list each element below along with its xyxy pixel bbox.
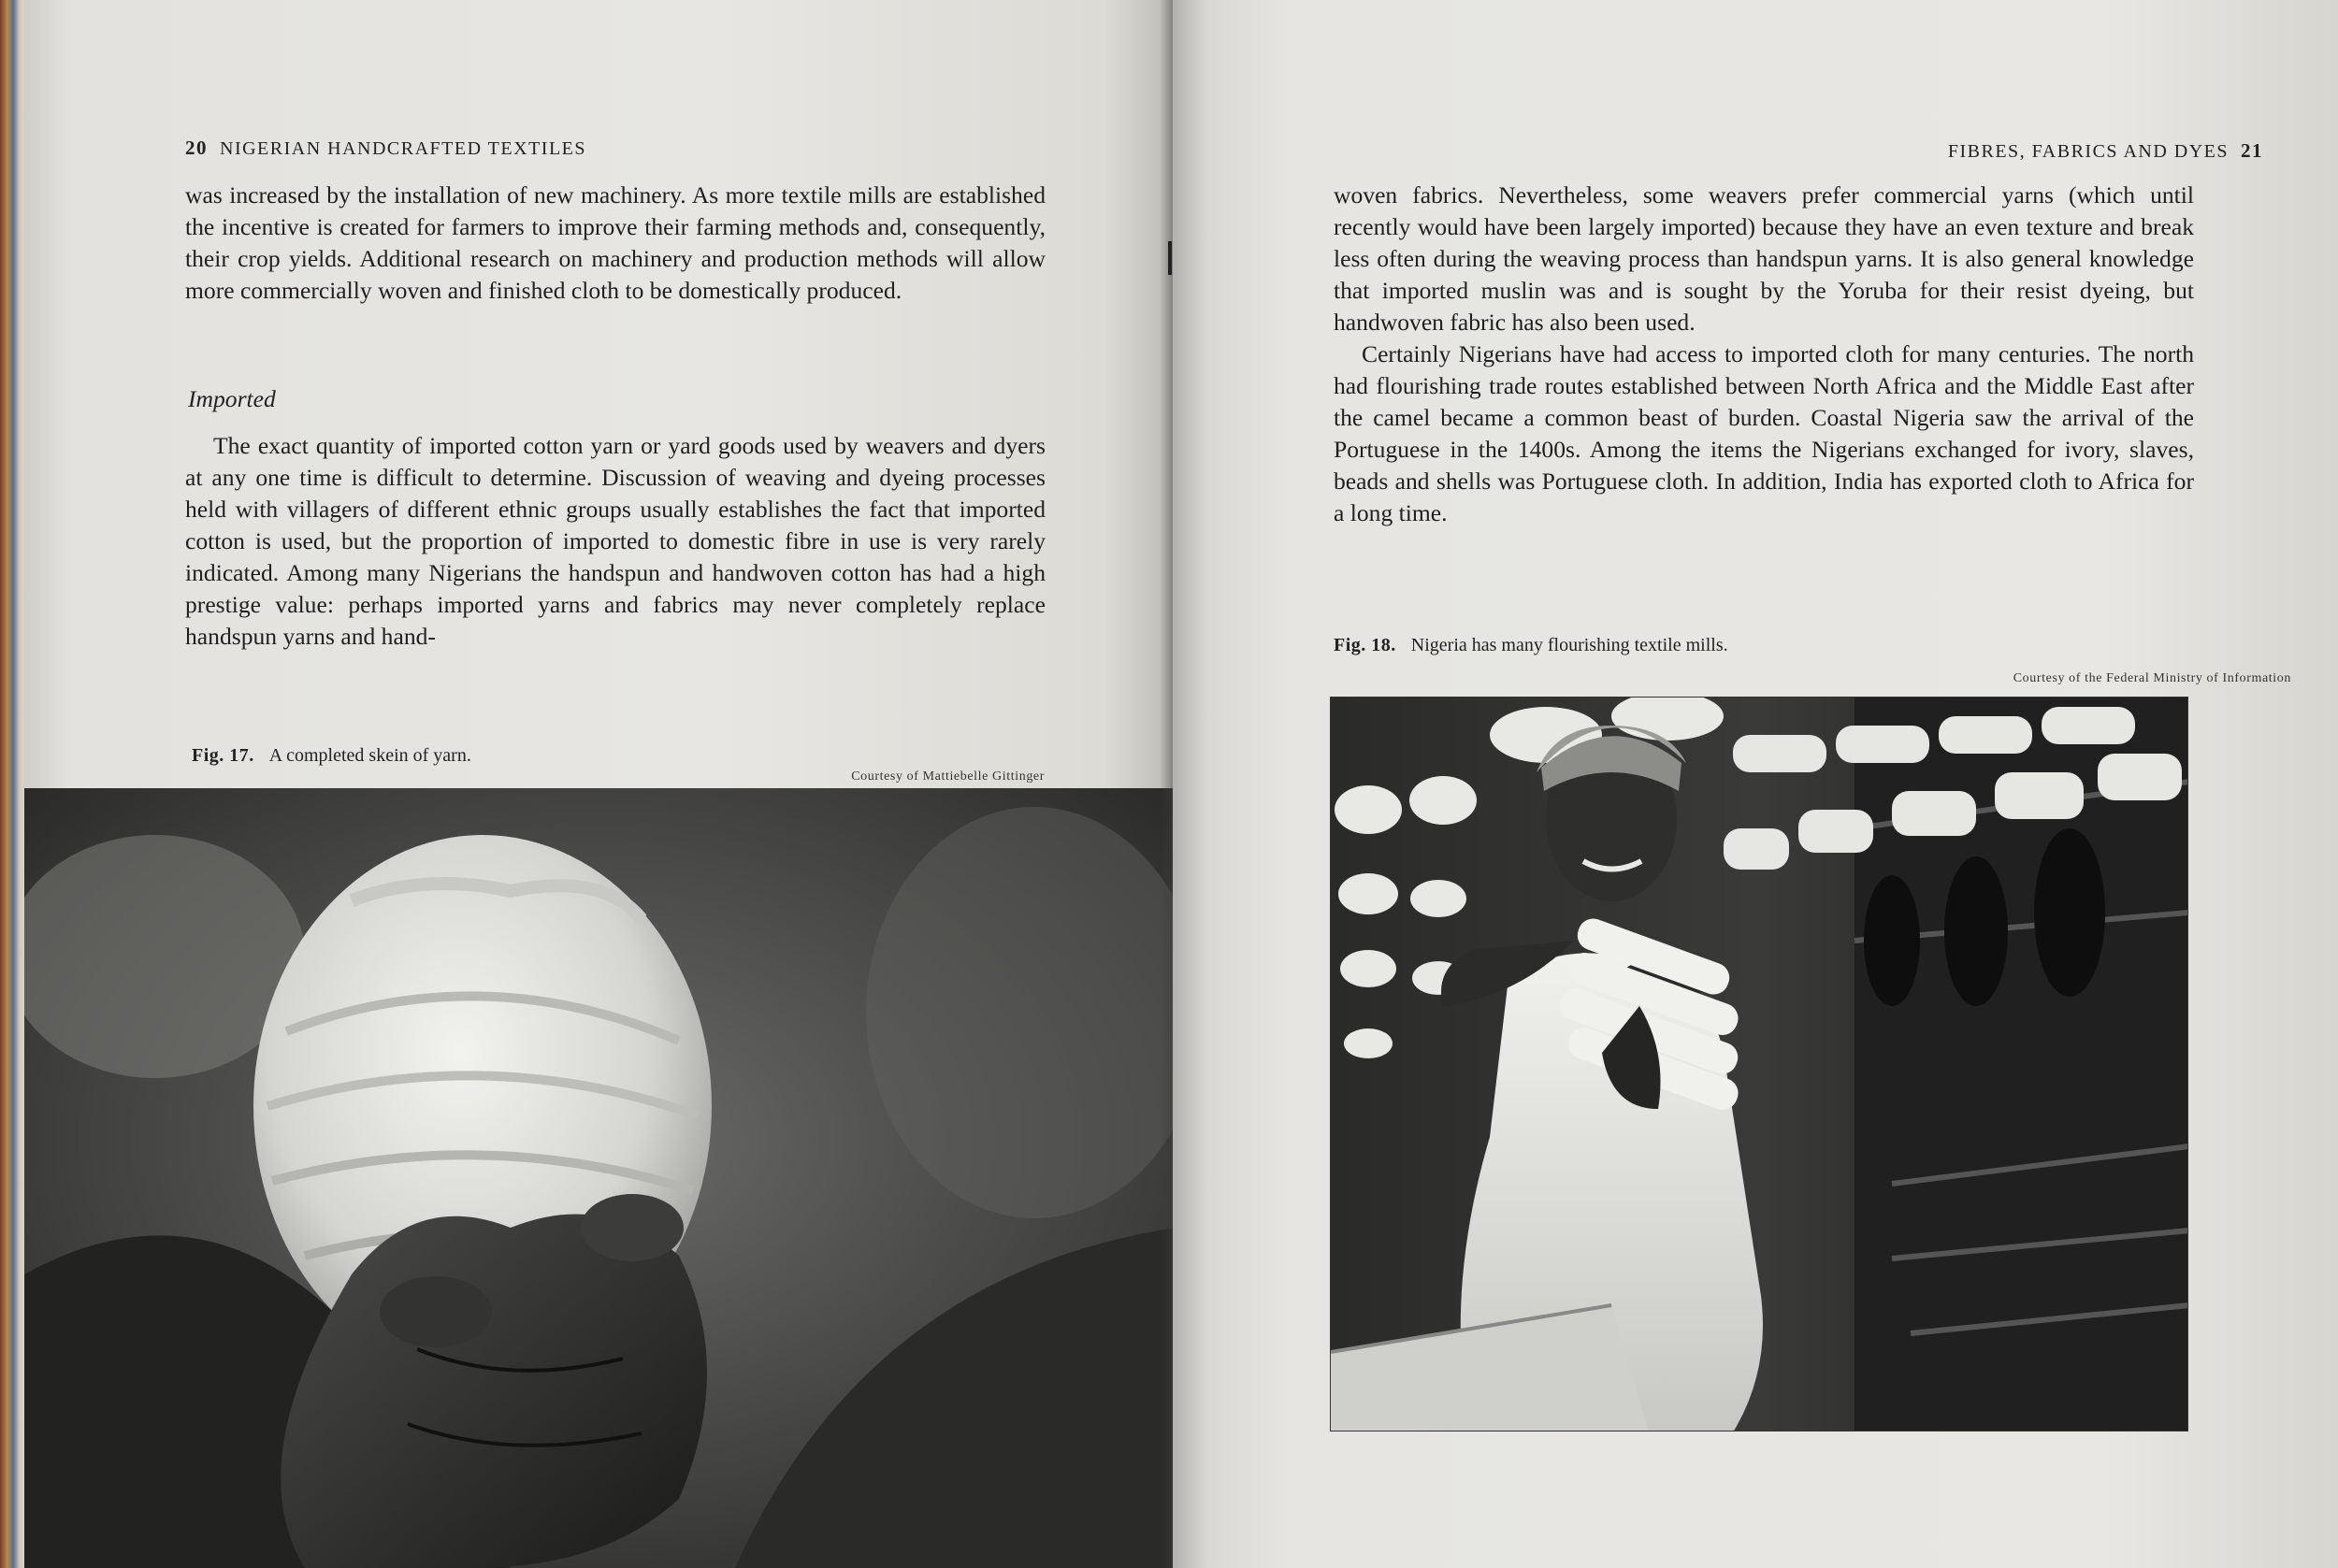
left-page-number: 20 <box>185 137 208 159</box>
figure-17-caption <box>192 745 471 767</box>
right-running-title: FIBRES, FABRICS AND DYES <box>1947 141 2229 162</box>
figure-18-caption <box>1334 635 1728 656</box>
left-paragraph-continued <box>185 180 1046 307</box>
left-paragraph-2: The exact quantity of imported cotton yarn or yard goods used by weavers and dyers at any one time is difficult to determine. Discussion of weaving and dyeing processes held with villagers of different ethnic groups usually establishes the fact that imported cotton is used, but the proportion of imported to domestic fibre in use is very rarely indicated. Among many Nigerians the handspun and handwoven cotton has had a high prestige value: perhaps imported yarns and fabrics may never completely replace handspun yarns and hand- <box>185 432 1046 650</box>
figure-17-label: Fig. 17. <box>192 745 254 766</box>
figure-18-label: Fig. 18. <box>1334 635 1396 655</box>
figure-17-credit: Courtesy of Mattiebelle Gittinger <box>851 770 1045 784</box>
left-running-title: NIGERIAN HANDCRAFTED TEXTILES <box>220 138 586 159</box>
figure-17-photo-yarn-skein <box>24 788 1176 1568</box>
left-paragraph-1: was increased by the installation of new machinery. As more textile mills are established the incentive is created for farmers to improve their farming methods and, consequently, their crop yields. Additional research on machinery and production methods will allow more commercially woven and finished cloth to be domestically produced. <box>185 181 1046 304</box>
section-subheading: Imported <box>188 385 276 412</box>
right-text-block <box>1334 180 2194 529</box>
right-page-number: 21 <box>2241 139 2263 162</box>
right-paragraph-1: woven fabrics. Nevertheless, some weavers prefer commercial yarns (which until recently would have been largely imported) because they have an even texture and break less often during the weaving process than handspun yarns. It is also general knowledge that imported muslin was and is sought by the Yoruba for their resist dyeing, but handwoven fabric has also been used. <box>1334 181 2194 336</box>
page-edge-strip <box>0 0 24 1568</box>
right-paragraph-2: Certainly Nigerians have had access to imported cloth for many centuries. The north had flourishing trade routes established between North Africa and the Middle East after the camel became a common beast of burden. Coastal Nigeria saw the arrival of the Portuguese in the 1400s. Among the items the Nigerians exchanged for ivory, slaves, beads and shells was Portuguese cloth. In addition, India has exported cloth to Africa for a long time. <box>1334 340 2194 526</box>
figure-18-credit: Courtesy of the Federal Ministry of Information <box>2013 671 2291 685</box>
figure-18-caption-text: Nigeria has many flourishing textile mills. <box>1410 635 1728 655</box>
left-paragraph-imported <box>185 430 1046 653</box>
figure-17-caption-text: A completed skein of yarn. <box>268 745 471 766</box>
left-running-head <box>185 137 586 160</box>
right-running-head <box>1948 139 2263 163</box>
figure-18-photo-textile-mill <box>1330 697 2188 1431</box>
spine-mark <box>1168 241 1172 275</box>
